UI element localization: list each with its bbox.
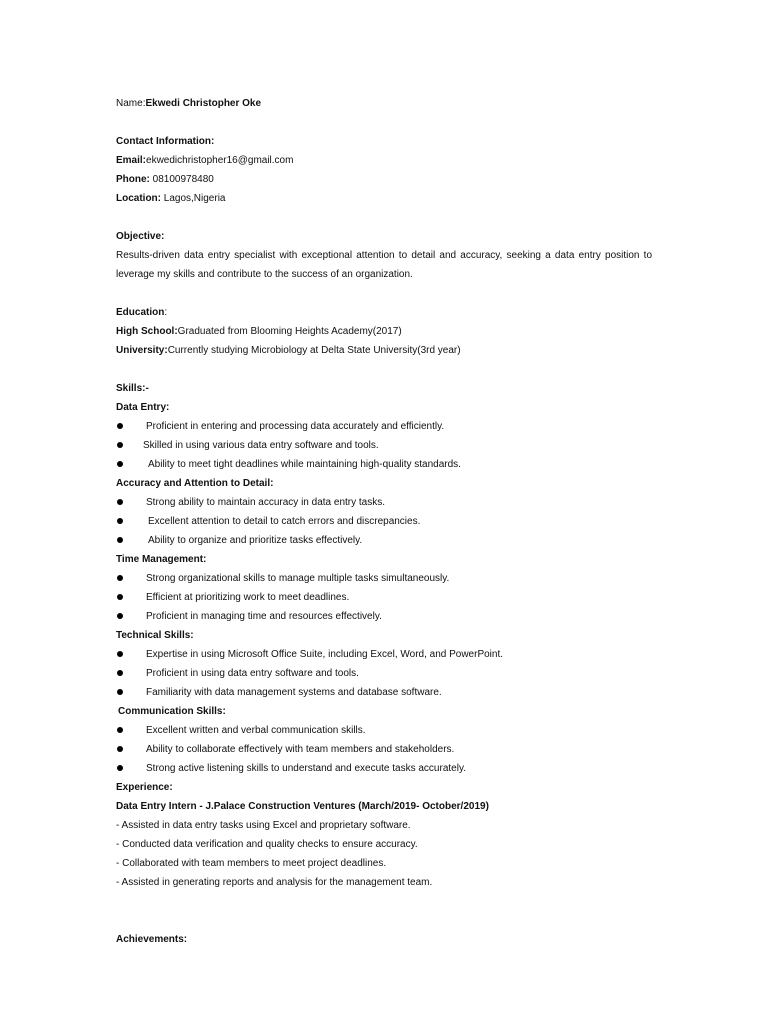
list-item: Efficient at prioritizing work to meet deadlines. — [116, 588, 652, 607]
bullet-icon — [117, 670, 123, 676]
phone-line — [116, 170, 652, 189]
experience-item: - Assisted in generating reports and analysis for the management team. — [116, 877, 433, 888]
experience-item: - Conducted data verification and quality checks to ensure accuracy. — [116, 839, 418, 850]
spacer — [116, 892, 652, 911]
name-separator: : — [142, 98, 146, 109]
bullet-icon — [117, 651, 123, 657]
university-value: Currently studying Microbiology at Delta State University(3rd year) — [167, 345, 461, 356]
name-value: Ekwedi Christopher Oke — [145, 98, 262, 109]
list-item: Familiarity with data management systems and database software. — [116, 683, 652, 702]
location-label: Location: — [116, 193, 161, 204]
achievements-heading: Achievements: — [116, 934, 188, 945]
name-label: Name — [116, 98, 143, 109]
spacer — [116, 284, 652, 303]
email-label: Email: — [116, 155, 147, 166]
high-school-label: High School: — [116, 326, 178, 337]
bullet-icon — [117, 442, 123, 448]
list-item: Skilled in using various data entry software and tools. — [116, 436, 652, 455]
university-line — [116, 341, 652, 360]
list-item: Ability to meet tight deadlines while maintaining high-quality standards. — [116, 455, 652, 474]
list-item: Proficient in entering and processing data accurately and efficiently. — [116, 417, 652, 436]
list-item: Expertise in using Microsoft Office Suite, including Excel, Word, and PowerPoint. — [116, 645, 652, 664]
job-title: Data Entry Intern - J.Palace Construction Ventures (March/2019- October/2019) — [116, 801, 489, 812]
spacer — [116, 208, 652, 227]
list-item: Excellent attention to detail to catch errors and discrepancies. — [116, 512, 652, 531]
spacer — [116, 113, 652, 132]
bullet-icon — [117, 689, 123, 695]
bullet-icon — [117, 746, 123, 752]
data-entry-heading: Data Entry: — [116, 402, 170, 413]
location-value: Lagos,Nigeria — [161, 193, 226, 204]
name-line — [116, 94, 652, 113]
technical-skills-heading: Technical Skills: — [116, 630, 194, 641]
list-item: Strong ability to maintain accuracy in data entry tasks. — [116, 493, 652, 512]
bullet-icon — [117, 518, 123, 524]
bullet-icon — [117, 765, 123, 771]
phone-label: Phone: — [116, 174, 150, 185]
education-heading-suffix: : — [164, 307, 168, 318]
email-value: ekwedichristopher16@gmail.com — [146, 155, 294, 166]
bullet-icon — [117, 727, 123, 733]
high-school-line — [116, 322, 652, 341]
list-item: Proficient in managing time and resources effectively. — [116, 607, 652, 626]
bullet-icon — [117, 594, 123, 600]
bullet-icon — [117, 613, 123, 619]
objective-heading: Objective: — [116, 231, 165, 242]
bullet-icon — [117, 461, 123, 467]
education-heading: Education — [116, 307, 165, 318]
time-management-heading: Time Management: — [116, 554, 207, 565]
spacer — [116, 360, 652, 379]
contact-heading: Contact Information: — [116, 136, 215, 147]
accuracy-heading: Accuracy and Attention to Detail: — [116, 478, 274, 489]
resume-content — [116, 94, 652, 949]
bullet-icon — [117, 499, 123, 505]
communication-skills-heading: Communication Skills: — [118, 706, 226, 717]
list-item: Strong organizational skills to manage multiple tasks simultaneously. — [116, 569, 652, 588]
email-line — [116, 151, 652, 170]
bullet-icon — [117, 537, 123, 543]
bullet-icon — [117, 575, 123, 581]
list-item: Proficient in using data entry software and tools. — [116, 664, 652, 683]
location-line — [116, 189, 652, 208]
list-item: Ability to collaborate effectively with team members and stakeholders. — [116, 740, 652, 759]
skills-heading: Skills:- — [116, 383, 149, 394]
phone-value: 08100978480 — [149, 174, 214, 185]
list-item: Strong active listening skills to understand and execute tasks accurately. — [116, 759, 652, 778]
objective-text: Results-driven data entry specialist with exceptional attention to detail and accuracy, seeking a data entry position to leverage my skills and contribute to the success of an organization. — [116, 250, 652, 280]
spacer — [116, 911, 652, 930]
high-school-value: Graduated from Blooming Heights Academy(2017) — [177, 326, 402, 337]
university-label: University: — [116, 345, 168, 356]
experience-heading: Experience: — [116, 782, 173, 793]
education-heading-line — [116, 303, 652, 322]
bullet-icon — [117, 423, 123, 429]
list-item: Excellent written and verbal communication skills. — [116, 721, 652, 740]
experience-item: - Collaborated with team members to meet project deadlines. — [116, 858, 387, 869]
experience-item: - Assisted in data entry tasks using Excel and proprietary software. — [116, 820, 411, 831]
list-item: Ability to organize and prioritize tasks effectively. — [116, 531, 652, 550]
